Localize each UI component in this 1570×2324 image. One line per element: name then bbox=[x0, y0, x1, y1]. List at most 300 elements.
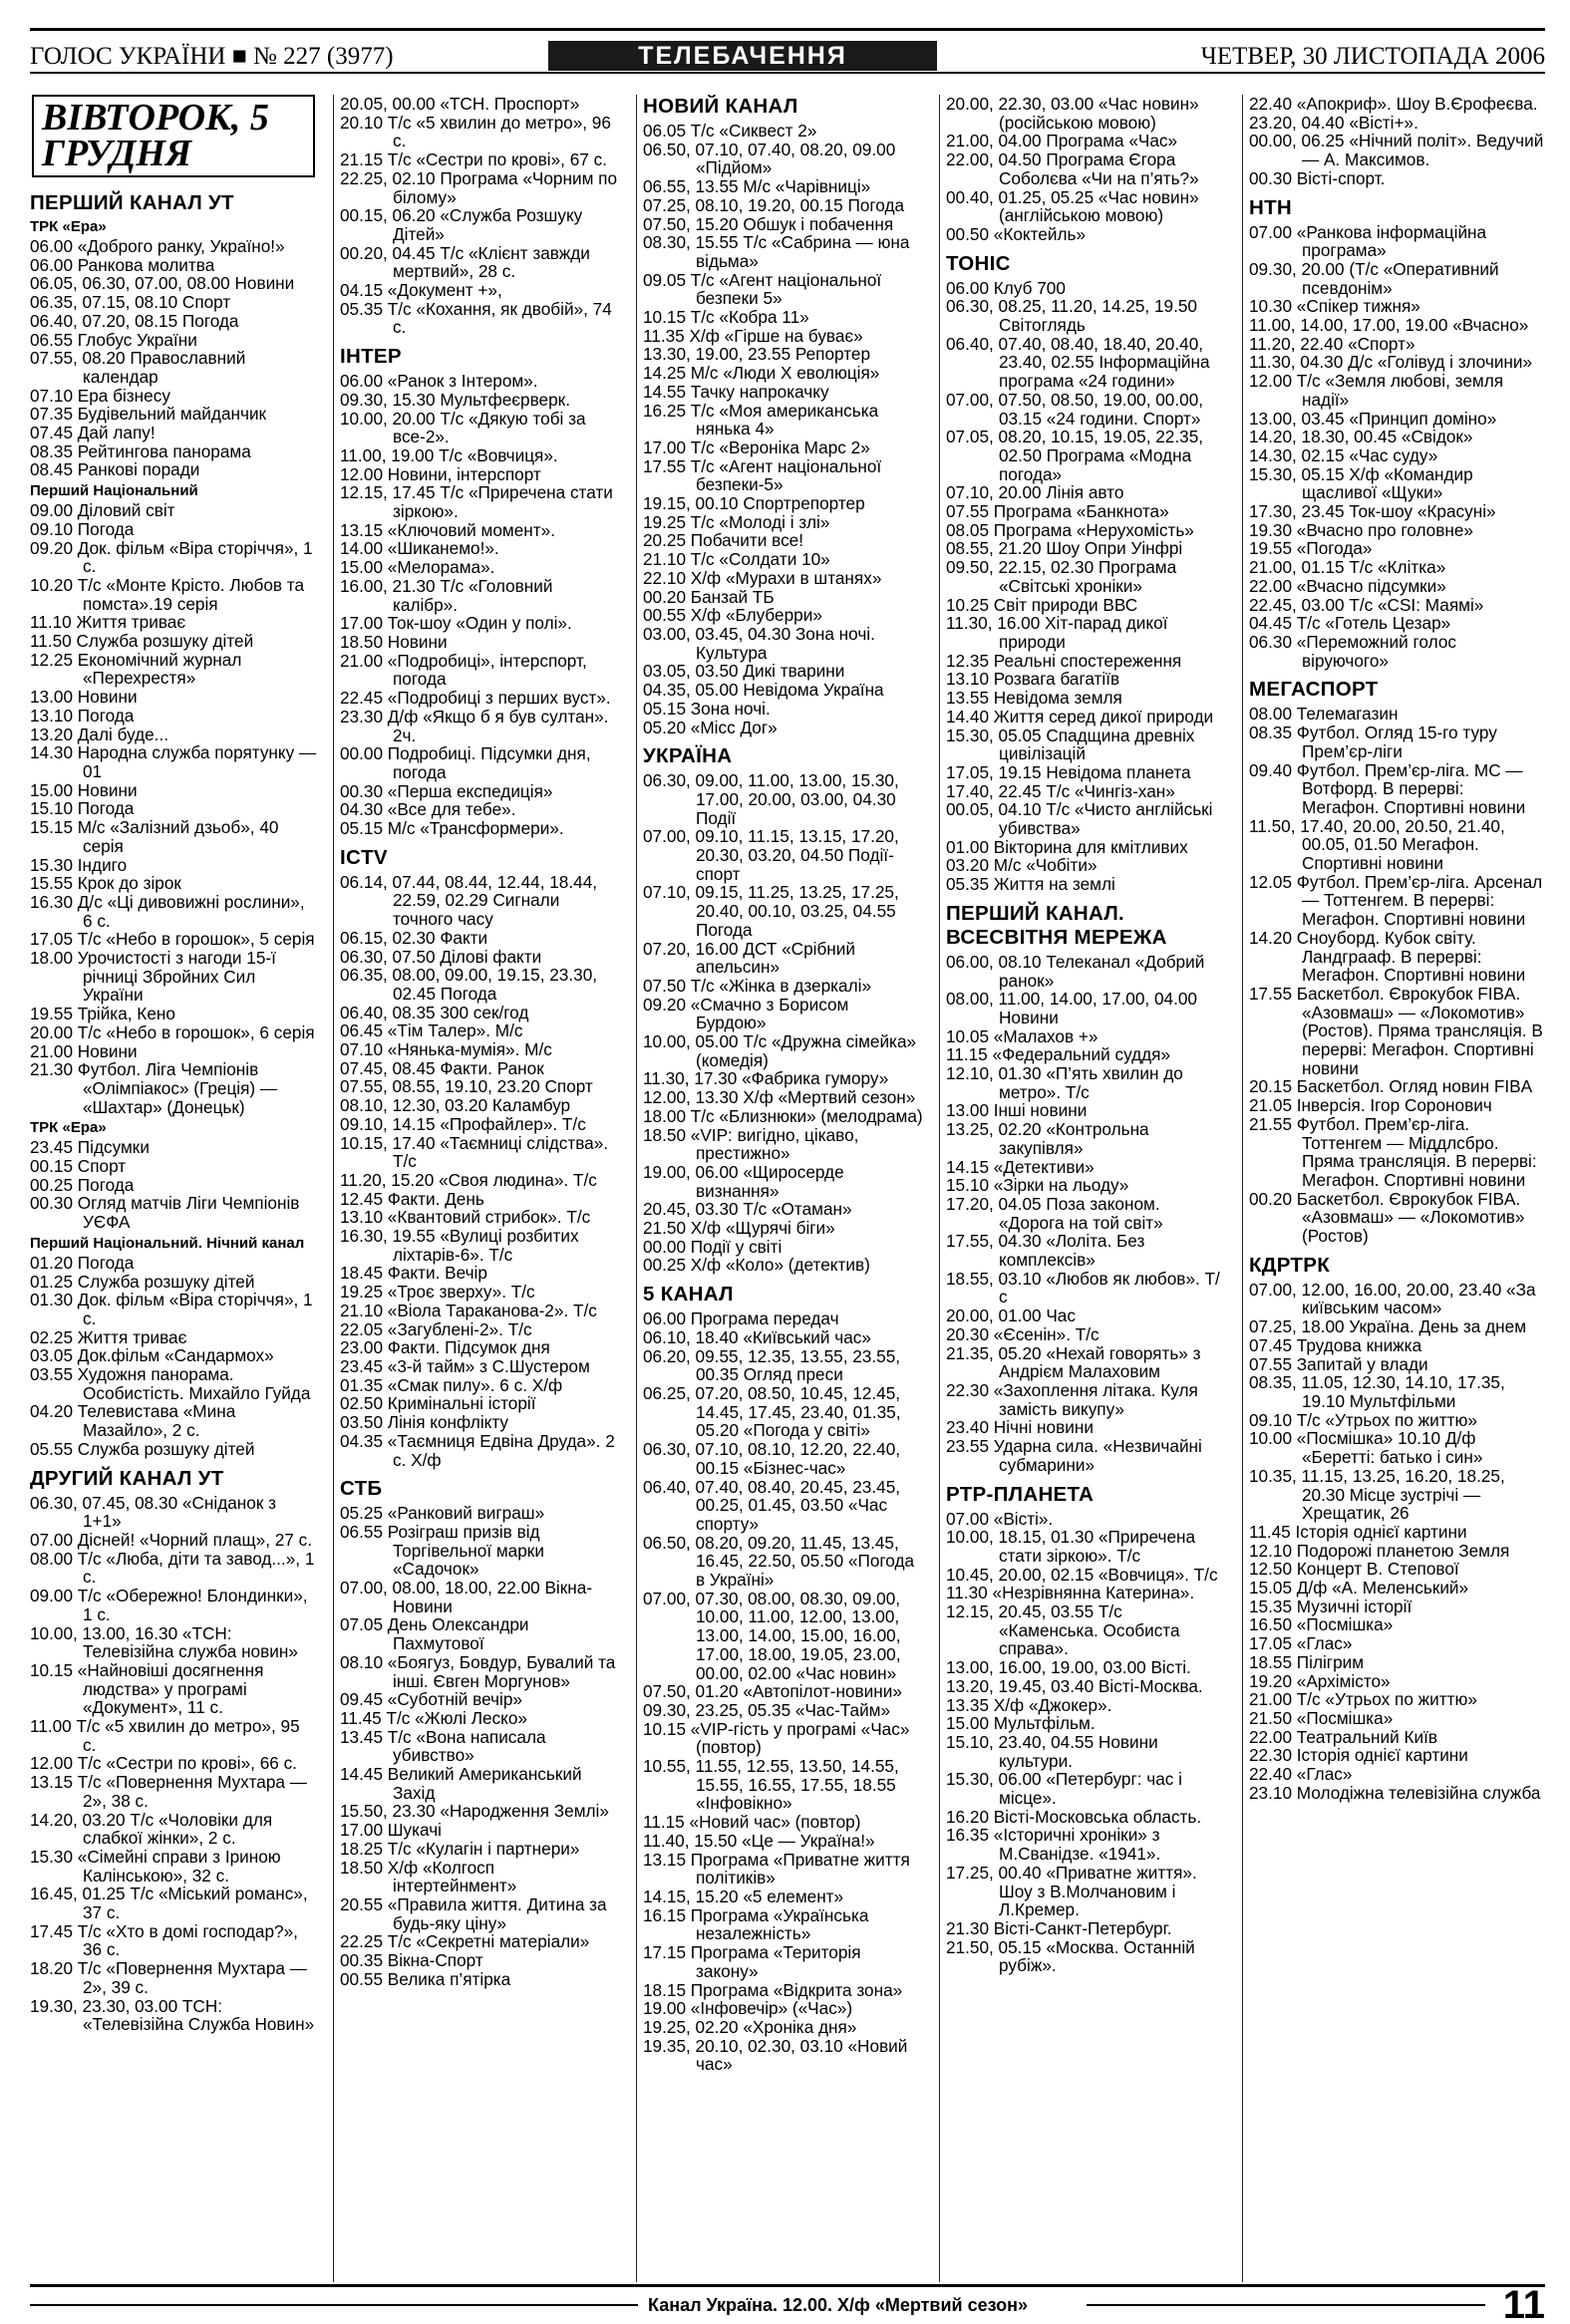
program-entry: 20.00, 01.00 Час bbox=[946, 1306, 1076, 1326]
program-entry: 14.15 «Детективи» bbox=[946, 1156, 1095, 1177]
program-entry: 04.35, 05.00 Невідома Україна bbox=[643, 680, 884, 701]
program-entry: 06.55, 13.55 М/с «Чарівниці» bbox=[643, 176, 871, 197]
program-entry: 08.05 Програма «Нерухомість» bbox=[946, 519, 1194, 540]
program-entry: 18.45 Факти. Вечір bbox=[340, 1263, 487, 1284]
program-entry: 08.35 Рейтингова панорама bbox=[30, 440, 251, 461]
program-entry: 13.30, 19.00, 23.55 Репортер bbox=[643, 344, 871, 365]
program-entry: 15.15 М/с «Залізний дзьоб», 40 серія bbox=[30, 817, 279, 856]
program-entry: 21.00 Т/с «Утрьох по життю» bbox=[1249, 1689, 1477, 1710]
program-entry: 19.00, 06.00 «Щиросерде визнання» bbox=[643, 1161, 844, 1201]
program-entry: 11.30, 04.30 Д/с «Голівуд і злочини» bbox=[1249, 352, 1533, 373]
channel-heading: ТОНІС bbox=[946, 251, 1011, 275]
program-entry: 11.20, 22.40 «Спорт» bbox=[1249, 333, 1415, 354]
program-entry: 22.45 «Подробиці з перших вуст». bbox=[340, 688, 611, 709]
program-entry: 19.20 «Архімісто» bbox=[1249, 1670, 1391, 1691]
program-entry: 13.00, 03.45 «Принцип доміно» bbox=[1249, 408, 1497, 429]
program-entry: 15.00 «Мелорама». bbox=[340, 557, 495, 578]
program-entry: 16.30 Д/с «Ці дивовижні рослини», 6 с. bbox=[30, 891, 305, 931]
program-entry: 10.00 «Посмішка» 10.10 Д/ф «Беретті: батько і син» bbox=[1249, 1428, 1483, 1468]
program-entry: 05.55 Служба розшуку дітей bbox=[30, 1438, 255, 1459]
program-entry: 11.00 Т/с «5 хвилин до метро», 95 с. bbox=[30, 1716, 300, 1755]
program-entry: 15.10, 23.40, 04.55 Новини культури. bbox=[946, 1731, 1158, 1771]
program-entry: 12.35 Реальні спостереження bbox=[946, 650, 1182, 671]
page-header bbox=[30, 28, 1545, 74]
column-2 bbox=[333, 95, 620, 2282]
program-entry: 09.45 «Суботній вечір» bbox=[340, 1689, 522, 1710]
program-entry: 13.00, 16.00, 19.00, 03.00 Вісті. bbox=[946, 1657, 1191, 1678]
program-entry: 07.25, 08.10, 19.20, 00.15 Погода bbox=[643, 194, 905, 215]
program-entry: 11.10 Життя триває bbox=[30, 612, 186, 633]
program-entry: 22.45, 03.00 Т/с «CSI: Маямі» bbox=[1249, 594, 1484, 615]
program-entry: 14.30, 02.15 «Час суду» bbox=[1249, 444, 1438, 465]
program-entry: 23.10 Молодіжна телевізійна служба bbox=[1249, 1782, 1541, 1803]
program-entry: 16.45, 01.25 Т/с «Міський романс», 37 с. bbox=[30, 1884, 308, 1923]
program-entry: 09.30, 15.30 Мультфеєрверк. bbox=[340, 389, 570, 410]
program-entry: 13.35 Х/ф «Джокер». bbox=[946, 1694, 1112, 1715]
program-entry: 13.15 Т/с «Повернення Мухтара — 2», 38 с. bbox=[30, 1772, 307, 1811]
program-entry: 07.05, 08.20, 10.15, 19.05, 22.35, 02.50 Програма «Модна погода» bbox=[946, 427, 1204, 484]
program-entry: 12.50 Концерт В. Степової bbox=[1249, 1559, 1459, 1580]
program-entry: 14.40 Життя серед дикої природи bbox=[946, 706, 1214, 726]
page-footer bbox=[30, 2284, 1545, 2322]
program-entry: 06.40, 07.20, 08.15 Погода bbox=[30, 310, 239, 331]
issue-info: ГОЛОС УКРАЇНИ ■ № 227 (3977) bbox=[30, 43, 394, 70]
program-entry: 22.30 Історія однієї картини bbox=[1249, 1745, 1468, 1766]
program-entry: 07.50, 15.20 Обшук і побачення bbox=[643, 213, 894, 234]
program-entry: 17.00 Т/с «Вероніка Марс 2» bbox=[643, 436, 870, 457]
program-entry: 20.25 Побачити все! bbox=[643, 530, 803, 551]
program-entry: 06.00 «Ранок з Інтером». bbox=[340, 371, 538, 392]
program-entry: 11.20, 15.20 «Своя людина». Т/с bbox=[340, 1169, 597, 1190]
program-entry: 21.10 Т/с «Солдати 10» bbox=[643, 549, 830, 570]
program-entry: 04.45 Т/с «Готель Цезар» bbox=[1249, 613, 1451, 634]
program-entry: 15.30, 06.00 «Петербург: час і місце». bbox=[946, 1769, 1182, 1809]
program-entry: 03.50 Лінія конфлікту bbox=[340, 1412, 509, 1433]
program-entry: 06.40, 07.40, 08.40, 20.45, 23.45, 00.25, 01.45, 03.50 «Час спорту» bbox=[643, 1476, 901, 1534]
program-entry: 06.05, 06.30, 07.00, 08.00 Новини bbox=[30, 273, 295, 294]
program-entry: 16.35 «Історичні хроніки» з М.Сванідзе. «1941». bbox=[946, 1825, 1161, 1865]
program-entry: 15.00 Мультфільм. bbox=[946, 1713, 1096, 1734]
program-entry: 09.10 Погода bbox=[30, 518, 135, 539]
channel-heading: 5 КАНАЛ bbox=[643, 1283, 734, 1307]
program-entry: 22.40 «Глас» bbox=[1249, 1764, 1353, 1785]
channel-subheading: Перший Національний. Нічний канал bbox=[30, 1234, 305, 1252]
program-entry: 07.00 «Вісті». bbox=[946, 1508, 1054, 1529]
channel-heading: НТН bbox=[1249, 195, 1293, 219]
program-entry: 23.45 Підсумки bbox=[30, 1137, 150, 1158]
program-entry: 00.15, 06.20 «Служба Розшуку Дітей» bbox=[340, 205, 583, 244]
program-entry: 23.00 Факти. Підсумок дня bbox=[340, 1337, 550, 1358]
program-entry: 07.20, 16.00 ДСТ «Срібний апельсин» bbox=[643, 938, 855, 978]
program-entry: 06.40, 07.40, 08.40, 18.40, 20.40, 23.40, 02.55 Інформаційна програма «24 години» bbox=[946, 333, 1210, 392]
program-entry: 06.00, 08.10 Телеканал «Добрий ранок» bbox=[946, 951, 1205, 991]
channel-heading: НОВИЙ КАНАЛ bbox=[643, 95, 798, 118]
channel-heading: КДРТРК bbox=[1249, 1253, 1331, 1277]
program-entry: 21.50, 05.15 «Москва. Останній рубіж». bbox=[946, 1936, 1195, 1976]
program-entry: 16.50 «Посмішка» bbox=[1249, 1614, 1394, 1635]
program-entry: 11.45 Історія однієї картини bbox=[1249, 1521, 1467, 1542]
program-entry: 07.10, 20.00 Лінія авто bbox=[946, 482, 1124, 503]
program-entry: 14.55 Тачку напрокачку bbox=[643, 381, 829, 402]
program-entry: 21.05 Інверсія. Ігор Соронович bbox=[1249, 1095, 1492, 1116]
program-entry: 06.00 Ранкова молитва bbox=[30, 254, 215, 275]
program-entry: 16.30, 19.55 «Вулиці розбитих ліхтарів-6». Т/с bbox=[340, 1226, 579, 1265]
program-entry: 15.30 Індиго bbox=[30, 854, 128, 875]
program-entry: 09.20 Док. фільм «Віра сторіччя», 1 с. bbox=[30, 537, 313, 577]
program-entry: 11.50, 17.40, 20.00, 20.50, 21.40, 00.05, 01.50 Мегафон. Спортивні новини bbox=[1249, 815, 1505, 874]
program-entry: 10.00, 18.15, 01.30 «Приречена стати зіркою». Т/с bbox=[946, 1527, 1196, 1566]
program-entry: 07.05 День Олександри Пахмутової bbox=[340, 1614, 529, 1654]
program-entry: 21.00 Новини bbox=[30, 1040, 138, 1061]
program-entry: 14.00 «Шиканемо!». bbox=[340, 538, 499, 559]
program-entry: 00.15 Спорт bbox=[30, 1156, 127, 1177]
program-entry: 08.35, 11.05, 12.30, 14.10, 17.35, 19.10 Мультфільми bbox=[1249, 1372, 1505, 1411]
program-entry: 17.05 «Глас» bbox=[1249, 1633, 1353, 1654]
program-entry: 20.30 «Єсенін». Т/с bbox=[946, 1323, 1099, 1344]
program-entry: 21.00, 04.00 Програма «Час» bbox=[946, 131, 1178, 151]
program-entry: 17.45 Т/с «Хто в домі господар?», 36 с. bbox=[30, 1920, 298, 1960]
program-entry: 00.20 Баскетбол. Єврокубок FIBA. «Азовмаш» — «Локомотив» (Ростов) bbox=[1249, 1188, 1525, 1247]
program-entry: 21.30 Футбол. Ліга Чемпіонів «Олімпіакос» (Греція) — «Шахтар» (Донецьк) bbox=[30, 1059, 278, 1117]
program-entry: 19.55 «Погода» bbox=[1249, 538, 1373, 559]
program-entry: 12.10, 01.30 «П’ять хвилин до метро». Т/с bbox=[946, 1063, 1183, 1102]
program-entry: 03.05 Док.фільм «Сандармох» bbox=[30, 1345, 274, 1366]
program-entry: 16.25 Т/с «Моя американська нянька 4» bbox=[643, 400, 879, 439]
program-entry: 14.15, 15.20 «5 елемент» bbox=[643, 1886, 844, 1906]
program-entry: 17.55 Т/с «Агент національної безпеки-5» bbox=[643, 455, 882, 495]
program-entry: 12.00 Т/с «Земля любові, земля надії» bbox=[1249, 371, 1504, 410]
program-entry: 09.30, 23.25, 05.35 «Час-Тайм» bbox=[643, 1699, 891, 1720]
program-entry: 05.15 М/с «Трансформери». bbox=[340, 818, 564, 839]
page-number: 11 bbox=[1502, 2283, 1545, 2324]
program-entry: 06.00 «Доброго ранку, Україно!» bbox=[30, 236, 285, 256]
program-entry: 07.25, 18.00 Україна. День за днем bbox=[1249, 1316, 1527, 1337]
program-entry: 18.15 Програма «Відкрита зона» bbox=[643, 1979, 903, 2000]
program-entry: 21.55 Футбол. Прем’єр-ліга. Тоттенгем — Міддлсбро. Пряма трансляція. В перерві: Мегафон. Спортивні новини bbox=[1249, 1113, 1537, 1190]
program-entry: 13.15 «Ключовий момент». bbox=[340, 519, 555, 540]
program-entry: 20.10 Т/с «5 хвилин до метро», 96 с. bbox=[340, 112, 611, 151]
program-entry: 07.00, 07.50, 08.50, 19.00, 00.00, 03.15 «24 години. Спорт» bbox=[946, 389, 1204, 429]
column-5 bbox=[1242, 95, 1545, 2282]
program-entry: 15.30, 05.15 Х/ф «Командир щасливої «Щуки» bbox=[1249, 463, 1473, 503]
program-entry: 13.20, 19.45, 03.40 Вісті-Москва. bbox=[946, 1675, 1203, 1696]
program-entry: 09.20 «Смачно з Борисом Бурдою» bbox=[643, 994, 849, 1033]
program-entry: 10.15 Т/с «Кобра 11» bbox=[643, 307, 809, 328]
program-entry: 07.55, 08.20 Православний календар bbox=[30, 348, 246, 387]
program-entry: 01.00 Вікторина для кмітливих bbox=[946, 836, 1188, 857]
program-entry: 07.55 Програма «Банкнота» bbox=[946, 501, 1169, 522]
program-entry: 12.25 Економічний журнал «Перехрестя» bbox=[30, 649, 242, 689]
program-entry: 09.50, 22.15, 02.30 Програма «Світські хроніки» bbox=[946, 557, 1177, 596]
program-entry: 06.30, 09.00, 11.00, 13.00, 15.30, 17.00, 20.00, 03.00, 04.30 Події bbox=[643, 770, 899, 828]
program-entry: 19.55 Трійка, Кено bbox=[30, 1004, 175, 1024]
program-entry: 18.00 Т/с «Близнюки» (мелодрама) bbox=[643, 1105, 923, 1126]
program-entry: 17.00 Ток-шоу «Один у полі». bbox=[340, 613, 572, 634]
channel-heading: РТР-ПЛАНЕТА bbox=[946, 1482, 1095, 1506]
program-entry: 21.15 Т/с «Сестри по крові», 67 с. bbox=[340, 149, 607, 170]
program-entry: 10.00, 13.00, 16.30 «ТСН: Телевізійна служба новин» bbox=[30, 1622, 298, 1662]
program-entry: 06.50, 08.20, 09.20, 11.45, 13.45, 16.45, 22.50, 05.50 «Погода в Україні» bbox=[643, 1532, 915, 1591]
channel-heading: ІНТЕР bbox=[340, 345, 402, 369]
program-entry: 13.00 Інші новини bbox=[946, 1100, 1088, 1121]
program-entry: 00.40, 01.25, 05.25 «Час новин» (англійською мовою) bbox=[946, 186, 1199, 226]
program-entry: 10.15, 17.40 «Таємниці слідства». Т/с bbox=[340, 1132, 609, 1172]
program-entry: 10.00, 05.00 Т/с «Дружна сімейка» (комедія) bbox=[643, 1031, 917, 1070]
program-entry: 06.30, 07.50 Ділові факти bbox=[340, 946, 542, 967]
program-entry: 17.05 Т/с «Небо в горошок», 5 серія bbox=[30, 929, 315, 950]
program-entry: 18.50 «VIP: вигідно, цікаво, престижно» bbox=[643, 1124, 859, 1164]
program-entry: 07.45, 08.45 Факти. Ранок bbox=[340, 1057, 544, 1078]
program-entry: 13.15 Програма «Приватне життя політиків» bbox=[643, 1849, 910, 1888]
program-entry: 07.50, 01.20 «Автопілот-новини» bbox=[643, 1681, 902, 1702]
program-entry: 11.45 Т/с «Жюлі Леско» bbox=[340, 1707, 527, 1728]
program-entry: 21.50 Х/ф «Щурячі біги» bbox=[643, 1218, 835, 1239]
program-entry: 22.00 Театральний Київ bbox=[1249, 1726, 1438, 1747]
channel-subheading: ТРК «Ера» bbox=[30, 1119, 107, 1137]
program-entry: 14.20 Сноуборд. Кубок світу. Ландграаф. В перерві: Мегафон. Спортивні новини bbox=[1249, 927, 1526, 986]
program-entry: 00.50 «Коктейль» bbox=[946, 223, 1087, 244]
program-entry: 06.20, 09.55, 12.35, 13.55, 23.55, 00.35 Огляд преси bbox=[643, 1345, 901, 1385]
program-entry: 20.05, 00.00 «ТСН. Проспорт» bbox=[340, 95, 580, 114]
program-entry: 00.30 «Перша експедиція» bbox=[340, 780, 553, 801]
program-entry: 18.25 Т/с «Кулагін і партнери» bbox=[340, 1838, 580, 1859]
program-entry: 14.20, 03.20 Т/с «Чоловіки для слабкої жінки», 2 с. bbox=[30, 1809, 273, 1849]
program-entry: 17.55, 04.30 «Лоліта. Без комплексів» bbox=[946, 1231, 1145, 1271]
program-entry: 17.15 Програма «Територія закону» bbox=[643, 1942, 861, 1981]
program-entry: 18.00 Урочистості з нагоди 15-ї річниці Збройних Сил України bbox=[30, 948, 276, 1006]
program-entry: 08.00 Т/с «Люба, діти та завод...», 1 с. bbox=[30, 1548, 315, 1588]
program-entry: 19.25 Т/с «Молоді і злі» bbox=[643, 511, 830, 532]
program-entry: 06.05 Т/с «Сиквест 2» bbox=[643, 121, 817, 141]
program-entry: 21.00 «Подробиці», інтерспорт, погода bbox=[340, 650, 587, 690]
channel-heading: УКРАЇНА bbox=[643, 744, 733, 768]
channel-heading: ПЕРШИЙ КАНАЛ УТ bbox=[30, 191, 234, 214]
program-entry: 13.20 Далі буде... bbox=[30, 724, 169, 744]
program-entry: 14.30 Народна служба порятунку — 01 bbox=[30, 742, 317, 781]
day-title: ВІВТОРОК, 5 ГРУДНЯ bbox=[32, 95, 315, 177]
program-entry: 23.45 «3-й тайм» з С.Шустером bbox=[340, 1356, 590, 1376]
program-entry: 15.00 Новини bbox=[30, 779, 138, 800]
program-entry: 10.15 «VIP-гість у програмі «Час» (повтор) bbox=[643, 1718, 910, 1758]
program-entry: 17.25, 00.40 «Приватне життя». Шоу з В.Молчановим і Л.Кремер. bbox=[946, 1862, 1197, 1920]
program-entry: 11.00, 14.00, 17.00, 19.00 «Вчасно» bbox=[1249, 315, 1529, 336]
program-entry: 12.00 Т/с «Сестри по крові», 66 с. bbox=[30, 1753, 297, 1774]
program-entry: 20.55 «Правила життя. Дитина за будь-яку ціну» bbox=[340, 1893, 607, 1933]
program-entry: 15.35 Музичні історії bbox=[1249, 1596, 1413, 1616]
program-entry: 03.00, 03.45, 04.30 Зона ночі. Культура bbox=[643, 623, 875, 663]
program-entry: 17.30, 23.45 Ток-шоу «Красуні» bbox=[1249, 501, 1496, 522]
program-entry: 11.30, 17.30 «Фабрика гумору» bbox=[643, 1068, 889, 1089]
program-entry: 13.55 Невідома земля bbox=[946, 688, 1122, 709]
program-entry: 08.45 Ранкові поради bbox=[30, 459, 200, 480]
program-entry: 07.45 Трудова книжка bbox=[1249, 1334, 1422, 1355]
program-entry: 11.30 «Незрівнянна Катерина». bbox=[946, 1583, 1195, 1603]
program-entry: 05.35 Т/с «Кохання, як двобій», 74 с. bbox=[340, 298, 612, 338]
channel-heading: ПЕРШИЙ КАНАЛ. ВСЕСВІТНЯ МЕРЕЖА bbox=[946, 901, 1167, 949]
program-entry: 10.45, 20.00, 02.15 «Вовчиця». Т/с bbox=[946, 1564, 1218, 1585]
program-entry: 03.20 М/с «Чобіти» bbox=[946, 855, 1098, 876]
program-entry: 19.25, 02.20 «Хроніка дня» bbox=[643, 2016, 857, 2037]
program-entry: 18.55, 03.10 «Любов як любов». Т/с bbox=[946, 1268, 1220, 1307]
program-entry: 23.55 Ударна сила. «Незвичайні субмарини» bbox=[946, 1436, 1202, 1475]
program-entry: 06.30 «Переможний голос віруючого» bbox=[1249, 631, 1456, 671]
program-entry: 11.15 «Федеральний суддя» bbox=[946, 1044, 1171, 1065]
program-entry: 12.00 Новини, інтерспорт bbox=[340, 463, 541, 484]
program-entry: 11.50 Служба розшуку дітей bbox=[30, 631, 254, 652]
program-entry: 06.15, 02.30 Факти bbox=[340, 927, 488, 948]
program-entry: 06.30, 07.10, 08.10, 12.20, 22.40, 00.15 «Бізнес-час» bbox=[643, 1439, 901, 1478]
program-entry: 05.20 «Місс Дог» bbox=[643, 717, 778, 737]
program-entry: 02.50 Кримінальні історії bbox=[340, 1393, 536, 1414]
program-entry: 10.25 Світ природи ВВС bbox=[946, 594, 1138, 615]
program-entry: 22.00 «Вчасно підсумки» bbox=[1249, 575, 1446, 596]
channel-heading: СТБ bbox=[340, 1477, 383, 1501]
program-entry: 01.30 Док. фільм «Віра сторіччя», 1 с. bbox=[30, 1290, 313, 1328]
program-entry: 10.35, 11.15, 13.25, 16.20, 18.25, 20.30 Місце зустрічі — Хрещатик, 26 bbox=[1249, 1465, 1505, 1524]
program-entry: 06.14, 07.44, 08.44, 12.44, 18.44, 22.59, 02.29 Сигнали точного часу bbox=[340, 871, 598, 930]
program-entry: 16.20 Вісті-Московська область. bbox=[946, 1806, 1202, 1827]
footer-rule-right bbox=[1087, 2304, 1485, 2306]
program-entry: 21.00, 01.15 Т/с «Клітка» bbox=[1249, 557, 1446, 578]
program-entry: 11.40, 15.50 «Це — Україна!» bbox=[643, 1830, 875, 1851]
column-3 bbox=[636, 95, 923, 2282]
program-entry: 23.30 Д/ф «Якщо б я був султан». 2ч. bbox=[340, 706, 609, 745]
program-entry: 06.55 Розіграш призів від Торгівельної марки «Садочок» bbox=[340, 1521, 544, 1580]
program-entry: 11.30, 16.00 Хіт-парад дикої природи bbox=[946, 613, 1168, 652]
program-entry: 06.00 Програма передач bbox=[643, 1308, 839, 1329]
program-entry: 06.40, 08.35 300 сек/год bbox=[340, 1002, 529, 1022]
program-entry: 22.05 «Загублені-2». Т/с bbox=[340, 1318, 532, 1339]
program-entry: 07.00, 12.00, 16.00, 20.00, 23.40 «За київським часом» bbox=[1249, 1279, 1536, 1318]
program-entry: 00.25 Погода bbox=[30, 1174, 135, 1195]
program-entry: 19.15, 00.10 Спортрепортер bbox=[643, 493, 865, 514]
program-entry: 12.00, 13.30 Х/ф «Мертвий сезон» bbox=[643, 1087, 916, 1108]
photo-caption: Канал Україна. 12.00. Х/ф «Мертвий сезон» bbox=[648, 2295, 1028, 2315]
program-entry: 07.00, 07.30, 08.00, 08.30, 09.00, 10.00, 11.00, 12.00, 13.00, 13.00, 14.00, 15.00, 16.00, 17.00, 18.00, 19.05, 23.00, 00.00, 02.00 «Час новин» bbox=[643, 1588, 901, 1683]
program-entry: 08.55, 21.20 Шоу Опри Уінфрі bbox=[946, 538, 1183, 559]
column-1 bbox=[30, 95, 317, 2282]
program-entry: 10.05 «Малахов +» bbox=[946, 1025, 1099, 1046]
program-entry: 21.30 Вісті-Санкт-Петербург. bbox=[946, 1917, 1172, 1938]
program-entry: 07.45 Дай лапу! bbox=[30, 423, 156, 443]
program-entry: 23.40 Нічні новини bbox=[946, 1417, 1094, 1438]
program-entry: 07.00 «Ранкова інформаційна програма» bbox=[1249, 221, 1487, 261]
section-title: ТЕЛЕБАЧЕННЯ bbox=[548, 41, 937, 71]
program-entry: 21.50 «Посмішка» bbox=[1249, 1707, 1394, 1728]
program-entry: 01.35 «Смак пилу». 6 с. Х/ф bbox=[340, 1374, 563, 1395]
program-entry: 18.55 Пілігрим bbox=[1249, 1651, 1365, 1672]
program-entry: 17.40, 22.45 Т/с «Чингіз-хан» bbox=[946, 780, 1175, 801]
program-entry: 00.05, 04.10 Т/с «Чисто англійські убивства» bbox=[946, 799, 1213, 839]
program-entry: 09.10 Т/с «Утрьох по життю» bbox=[1249, 1409, 1477, 1430]
program-entry: 06.55 Глобус України bbox=[30, 329, 197, 350]
program-entry: 04.30 «Все для тебе». bbox=[340, 799, 516, 820]
program-entry: 00.55 Велика п’ятірка bbox=[340, 1968, 511, 1989]
program-entry: 00.30 Вісті-спорт. bbox=[1249, 167, 1386, 188]
program-entry: 19.00 «Інфовечір» («Час») bbox=[643, 1998, 853, 2019]
program-entry: 15.05 Д/ф «А. Меленський» bbox=[1249, 1578, 1469, 1598]
program-entry: 11.35 Х/ф «Гірше на буває» bbox=[643, 325, 863, 346]
program-entry: 07.00, 09.10, 11.15, 13.15, 17.20, 20.30, 03.20, 04.50 Події-спорт bbox=[643, 826, 899, 884]
program-entry: 06.10, 18.40 «Київський час» bbox=[643, 1326, 871, 1347]
program-entry: 19.30 «Вчасно про головне» bbox=[1249, 519, 1473, 540]
channel-heading: ICTV bbox=[340, 845, 388, 869]
program-entry: 12.05 Футбол. Прем’єр-ліга. Арсенал — Тоттенгем. В перерві: Мегафон. Спортивні новини bbox=[1249, 871, 1543, 930]
program-entry: 20.00, 22.30, 03.00 «Час новин» (російською мовою) bbox=[946, 95, 1199, 133]
program-entry: 06.35, 08.00, 09.00, 19.15, 23.30, 02.45 Погода bbox=[340, 965, 598, 1004]
program-entry: 07.35 Будівельний майданчик bbox=[30, 404, 267, 425]
program-entry: 15.30, 05.05 Спадщина древніх цивілізацій bbox=[946, 725, 1195, 764]
program-entry: 00.25 Х/ф «Коло» (детектив) bbox=[643, 1255, 870, 1276]
program-entry: 22.10 Х/ф «Мурахи в штанях» bbox=[643, 567, 882, 588]
program-entry: 13.10 «Квантовий стрибок». Т/с bbox=[340, 1207, 591, 1228]
program-entry: 00.55 Х/ф «Блуберри» bbox=[643, 605, 822, 626]
program-entry: 16.00, 21.30 Т/с «Головний калібр». bbox=[340, 575, 553, 615]
program-entry: 14.45 Великий Американський Захід bbox=[340, 1764, 582, 1803]
program-entry: 09.00 Діловий світ bbox=[30, 500, 175, 521]
footer-rule-left bbox=[30, 2304, 638, 2306]
program-entry: 22.25, 02.10 Програма «Чорним по білому» bbox=[340, 167, 618, 207]
program-entry: 10.00, 20.00 Т/с «Дякую тобі за все-2». bbox=[340, 408, 586, 447]
program-entry: 22.00, 04.50 Програма Єгора Соболєва «Чи на п’ять?» bbox=[946, 149, 1199, 188]
program-entry: 04.35 «Таємниця Едвіна Друда». 2 с. Х/ф bbox=[340, 1430, 615, 1470]
program-entry: 21.10 «Віола Тараканова-2». Т/с bbox=[340, 1300, 597, 1320]
program-entry: 09.00 Т/с «Обережно! Блондинки», 1 с. bbox=[30, 1586, 308, 1624]
program-entry: 10.55, 11.55, 12.55, 13.50, 14.55, 15.55, 16.55, 17.55, 18.55 «Інфовікно» bbox=[643, 1756, 899, 1814]
program-entry: 06.30, 08.25, 11.20, 14.25, 19.50 Світоглядь bbox=[946, 296, 1197, 336]
program-entry: 07.55, 08.55, 19.10, 23.20 Спорт bbox=[340, 1076, 593, 1097]
program-entry: 07.10 Ера бізнесу bbox=[30, 385, 170, 406]
program-entry: 13.10 Розвага багатіїв bbox=[946, 669, 1120, 690]
program-entry: 03.05, 03.50 Дикі тварини bbox=[643, 661, 845, 682]
program-entry: 19.30, 23.30, 03.00 ТСН: «Телевізійна Служба Новин» bbox=[30, 1995, 315, 2035]
program-entry: 05.25 «Ранковий виграш» bbox=[340, 1503, 545, 1524]
channel-subheading: Перший Національний bbox=[30, 482, 198, 500]
program-entry: 07.50 Т/с «Жінка в дзеркалі» bbox=[643, 975, 872, 996]
program-entry: 09.10, 14.15 «Профайлер». Т/с bbox=[340, 1113, 586, 1134]
program-entry: 15.10 Погода bbox=[30, 798, 135, 819]
program-entry: 19.35, 20.10, 02.30, 03.10 «Новий час» bbox=[643, 2035, 908, 2075]
program-entry: 10.15 «Найновіші досягнення людства» у програмі «Документ», 11 с. bbox=[30, 1659, 264, 1718]
program-entry: 17.20, 04.05 Поза законом. «Дорога на той світ» bbox=[946, 1193, 1163, 1233]
program-entry: 16.15 Програма «Українська незалежність» bbox=[643, 1904, 869, 1944]
program-entry: 17.55 Баскетбол. Єврокубок FIBA. «Азовмаш» — «Локомотив» (Ростов). Пряма трансляція. В перерві: Мегафон. Спортивні новини bbox=[1249, 983, 1543, 1078]
program-entry: 06.50, 07.10, 07.40, 08.20, 09.00 «Підйом» bbox=[643, 139, 896, 178]
program-entry: 08.10 «Боягуз, Бовдур, Бувалий та інші. Євген Моргунов» bbox=[340, 1651, 616, 1691]
program-entry: 05.35 Життя на землі bbox=[946, 874, 1115, 895]
program-entry: 09.05 Т/с «Агент національної безпеки 5» bbox=[643, 269, 882, 309]
channel-heading: МЕГАСПОРТ bbox=[1249, 678, 1379, 702]
program-entry: 03.55 Художня панорама. Особистість. Михайло Гуйда bbox=[30, 1364, 311, 1403]
column-4 bbox=[939, 95, 1226, 2282]
program-entry: 07.00 Дісней! «Чорний плащ», 27 с. bbox=[30, 1530, 313, 1550]
program-entry: 07.10, 09.15, 11.25, 13.25, 17.25, 20.40, 00.10, 03.25, 04.55 Погода bbox=[643, 882, 899, 940]
program-entry: 21.35, 05.20 «Нехай говорять» з Андрієм Малаховим bbox=[946, 1342, 1201, 1382]
program-entry: 09.30, 20.00 (Т/с «Оперативний псевдонім» bbox=[1249, 258, 1499, 298]
program-entry: 13.00 Новини bbox=[30, 687, 138, 708]
program-entry: 08.10, 12.30, 03.20 Каламбур bbox=[340, 1095, 571, 1116]
program-entry: 06.25, 07.20, 08.50, 10.45, 12.45, 14.45, 17.45, 23.40, 01.35, 05.20 «Погода у світі» bbox=[643, 1383, 901, 1441]
program-entry: 00.00 Подробиці. Підсумки дня, погода bbox=[340, 743, 591, 782]
program-entry: 12.10 Подорожі планетою Земля bbox=[1249, 1540, 1510, 1561]
program-entry: 00.35 Вікна-Спорт bbox=[340, 1950, 483, 1971]
program-entry: 06.45 «Тім Талер». М/с bbox=[340, 1020, 523, 1041]
program-entry: 15.55 Крок до зірок bbox=[30, 873, 181, 894]
channel-heading: ДРУГИЙ КАНАЛ УТ bbox=[30, 1466, 224, 1490]
program-entry: 13.25, 02.20 «Контрольна закупівля» bbox=[946, 1119, 1149, 1158]
program-entry: 07.00, 08.00, 18.00, 22.00 Вікна-Новини bbox=[340, 1578, 593, 1616]
program-entry: 17.00 Шукачі bbox=[340, 1820, 442, 1841]
